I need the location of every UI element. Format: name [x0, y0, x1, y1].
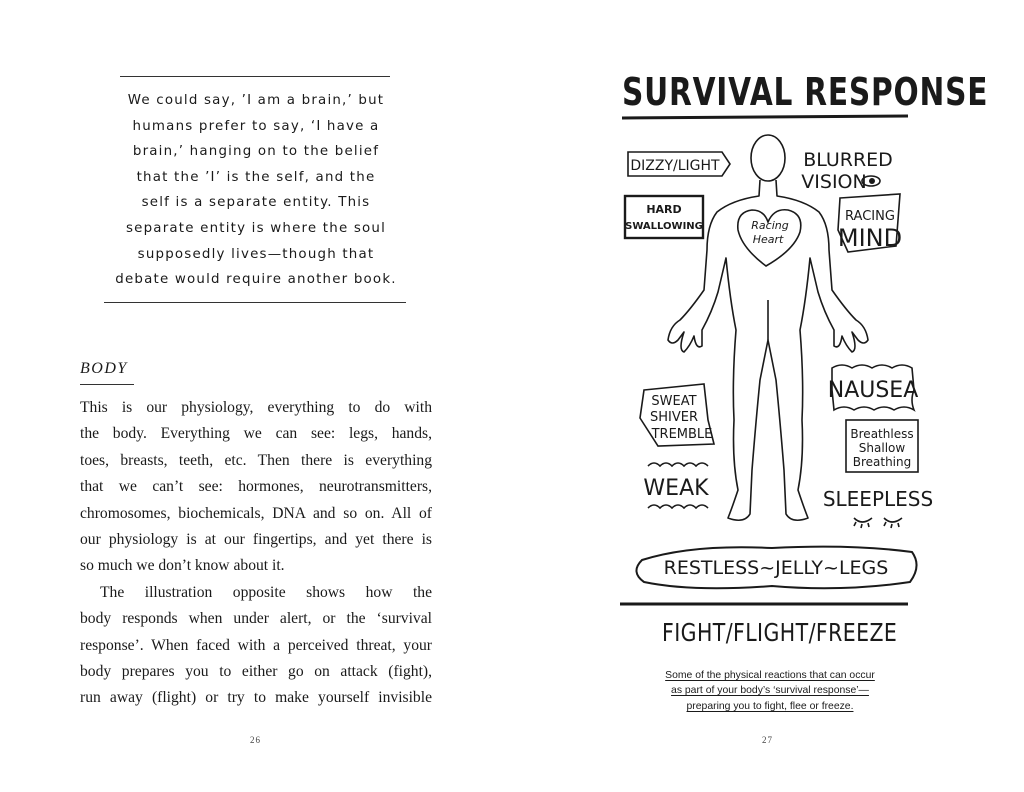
illustration-caption: [644, 668, 896, 714]
page-number: 26: [250, 735, 261, 745]
blurred-label: BLURRED: [803, 149, 893, 171]
pull-quote: [100, 88, 412, 293]
racing-label: RACING: [845, 209, 895, 224]
body-line: run away (flight) or try to make yourself invisible: [80, 689, 432, 707]
pull-quote-line: We could say, ’I am a brain,’ but: [127, 93, 385, 108]
page-number: 27: [762, 735, 773, 745]
body-line: body prepares you to either go on attack (fight),: [80, 663, 432, 681]
fight-flight-freeze-heading: FIGHT/FLIGHT/FREEZE: [662, 618, 898, 647]
shallow-label: Shallow: [858, 441, 906, 455]
body-line: The illustration opposite shows how the: [100, 583, 432, 601]
caption-line: Some of the physical reactions that can occur: [665, 670, 875, 681]
body-line: the body. Everything we can see: legs, hands,: [80, 425, 432, 443]
pull-quote-line: humans prefer to say, ‘I have a: [132, 118, 380, 134]
pull-quote-line: supposedly lives—though that: [137, 246, 375, 262]
pull-quote-line: that the ’I’ is the self, and the: [136, 169, 376, 185]
body-line: chromosomes, biochemicals, DNA and so on. All of: [80, 504, 432, 522]
pull-quote-line: debate would require another book.: [115, 272, 397, 288]
shiver-label: SHIVER: [649, 410, 699, 425]
quote-top-rule: [120, 76, 390, 77]
body-line: This is our physiology, everything to do with: [80, 399, 432, 416]
body-line: so much we don’t know about it.: [80, 557, 285, 575]
vision-label: VISION: [801, 171, 867, 193]
sweat-label: SWEAT: [651, 394, 697, 409]
pull-quote-line: separate entity is where the soul: [125, 220, 387, 236]
swallowing-label: SWALLOWING: [625, 221, 703, 232]
pull-quote-line: self is a separate entity. This: [141, 195, 371, 211]
body-line: response’. When faced with a perceived threat, your: [80, 636, 432, 654]
caption-line: as part of your body’s ‘survival response’—: [671, 685, 869, 697]
racing-heart-label-1: Racing: [751, 219, 789, 232]
racing-heart-label-2: Heart: [752, 233, 784, 246]
weak-bottom-wave: [648, 505, 708, 508]
pull-quote-line: brain,’ hanging on to the belief: [132, 144, 380, 160]
body-text: [80, 395, 432, 712]
nausea-label: NAUSEA: [827, 378, 919, 403]
restless-legs-label: RESTLESS~JELLY~LEGS: [663, 557, 889, 579]
body-line: body responds when under alert, or the ‘survival: [80, 610, 432, 628]
dizzy-label: DIZZY/LIGHT: [630, 158, 720, 174]
title-underline: [622, 116, 908, 118]
body-line: that we can’t see: hormones, neurotransmitters,: [80, 478, 432, 496]
sleepless-label: SLEEPLESS: [822, 487, 934, 511]
hard-label: HARD: [646, 203, 682, 216]
right-page: [512, 0, 1024, 792]
mind-label: MIND: [837, 224, 903, 252]
closed-eyes-icon: [854, 518, 902, 528]
weak-top-wave: [648, 463, 708, 466]
breathless-label: Breathless: [850, 427, 914, 441]
tremble-label: TREMBLE: [651, 427, 713, 442]
quote-bottom-rule: [104, 302, 406, 303]
breathing-label: Breathing: [852, 455, 912, 469]
section-heading: BODY: [80, 360, 128, 377]
caption-line: preparing you to fight, flee or freeze.: [686, 700, 854, 712]
weak-label: WEAK: [643, 476, 709, 501]
body-line: toes, breasts, teeth, etc. Then there is everything: [80, 451, 432, 469]
body-line: our physiology is at our fingertips, and yet there is: [80, 531, 432, 549]
illustration-title: SURVIVAL RESPONSE: [622, 70, 989, 114]
heading-underline: [80, 384, 134, 385]
